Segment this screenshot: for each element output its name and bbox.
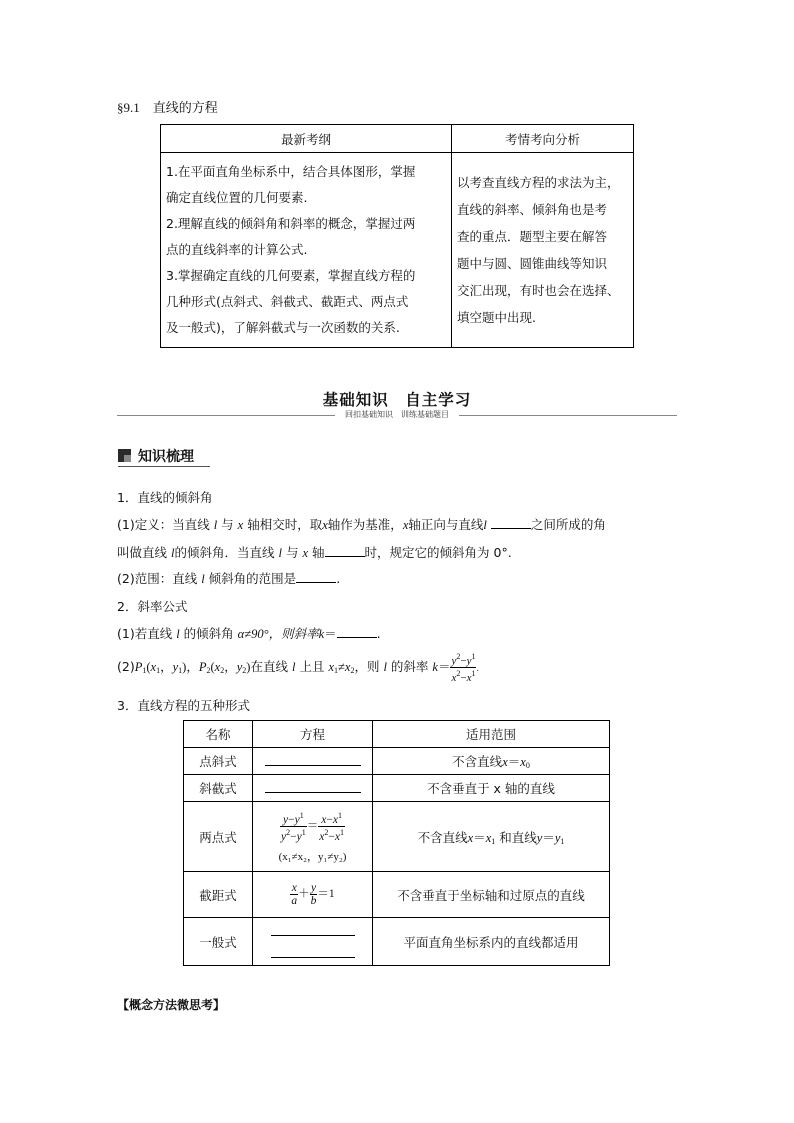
blank[interactable] <box>271 923 355 936</box>
form-scope: 不含直线$x=x_1$ 和直线$y=y_1$ <box>373 802 610 872</box>
blank[interactable] <box>265 753 361 766</box>
exam-analysis-cell <box>452 153 634 348</box>
forms-header-name: 名称 <box>184 721 253 748</box>
blank[interactable] <box>337 625 377 638</box>
analysis-line: 查的重点．题型主要在解答 <box>457 229 608 244</box>
footer-note: 【概念方法微思考】 <box>117 998 226 1012</box>
outline-line: 几种形式(点斜式、斜截式、截距式、两点式 <box>166 294 409 309</box>
heading-forms: 3．直线方程的五种形式 <box>117 698 250 713</box>
blank[interactable] <box>296 570 336 583</box>
heading-slope: 2．斜率公式 <box>117 599 188 614</box>
exam-outline-cell <box>161 153 452 348</box>
blank[interactable] <box>271 945 355 958</box>
outline-line: 点的直线斜率的计算公式. <box>166 242 308 257</box>
blank[interactable] <box>491 516 531 529</box>
heading-inclination: 1．直线的倾斜角 <box>117 490 213 505</box>
form-scope: 平面直角坐标系内的直线都适用 <box>373 918 610 966</box>
range-line: (2)范围：直线 l 倾斜角的范围是 . <box>117 571 341 586</box>
form-name: 点斜式 <box>184 748 253 775</box>
analysis-line: 题中与圆、圆锥曲线等知识 <box>457 256 608 271</box>
definition-line-2: 叫做直线 l的倾斜角．当直线 l 与 x 轴 时，规定它的倾斜角为 0°. <box>117 545 512 560</box>
form-name: 一般式 <box>184 918 253 966</box>
form-name: 两点式 <box>184 802 253 872</box>
analysis-line: 以考查直线方程的求法为主， <box>457 175 620 190</box>
forms-header-equation: 方程 <box>253 721 373 748</box>
two-point-condition: (x₁≠x₂，y₁≠y₂) <box>278 850 347 863</box>
blank[interactable] <box>265 780 361 793</box>
exam-table-header-outline: 最新考纲 <box>161 125 452 153</box>
slope-line-2: $(2)P_1(x_1$，$y_1$)，$P_2(x_2$，$y_2$)在直线 l 上且 $x_1\ne x_2$，则 l 的斜率 k＝ $\frac{y^2-y^1}{x^2-x^1}$ . <box>117 652 480 684</box>
banner-title: 基础知识 自主学习 <box>322 391 472 409</box>
analysis-line: 填空题中出现. <box>457 310 536 325</box>
form-name: 斜截式 <box>184 775 253 802</box>
outline-line: 1.在平面直角坐标系中，结合具体图形，掌握 <box>166 164 416 179</box>
form-equation <box>253 918 373 966</box>
exam-outline-table <box>160 124 634 348</box>
form-scope: 不含垂直于 x 轴的直线 <box>373 775 610 802</box>
form-equation: $\frac{y-y^1}{y^2-y^1}$ ＝ $\frac{x-x^1}{x^2-x^1}$ (x₁≠x₂，y₁≠y₂) <box>253 802 373 872</box>
form-name: 截距式 <box>184 872 253 918</box>
exam-table-header-analysis: 考情考向分析 <box>452 125 634 153</box>
blank[interactable] <box>325 544 365 557</box>
section-marker-icon <box>118 449 131 462</box>
outline-line: 及一般式)，了解斜截式与一次函数的关系. <box>166 320 400 335</box>
form-equation <box>253 748 373 775</box>
banner-subtitle: 回扣基础知识 训练基础题目 <box>345 410 449 419</box>
line-forms-table <box>183 720 610 966</box>
forms-header-scope: 适用范围 <box>373 721 610 748</box>
form-equation <box>253 775 373 802</box>
analysis-line: 交汇出现，有时也会在选择、 <box>457 283 620 298</box>
outline-line: 2.理解直线的倾斜角和斜率的概念，掌握过两 <box>166 216 416 231</box>
form-equation: $\frac{x}{a}$ ＋ $\frac{y}{b}$ ＝1 <box>253 872 373 918</box>
analysis-line: 直线的斜率、倾斜角也是考 <box>457 202 608 217</box>
form-scope: 不含直线$x=x_0$ <box>373 748 610 775</box>
slope-fraction: $\frac{y^2-y^1}{x^2-x^1}$ <box>451 652 476 684</box>
knowledge-label: 知识梳理 <box>138 449 194 465</box>
slope-line-1: (1)若直线 l 的倾斜角 α≠90°，则斜率k＝ . <box>117 626 381 641</box>
form-scope: 不含垂直于坐标轴和过原点的直线 <box>373 872 610 918</box>
knowledge-underline <box>118 466 210 467</box>
definition-line-1: (1)定义：当直线 l 与 x 轴相交时，取x轴作为基准，x轴正向与直线l 之间所成的角 <box>117 517 606 532</box>
section-heading: §9.1 直线的方程 <box>117 100 218 115</box>
outline-line: 确定直线位置的几何要素. <box>166 190 308 205</box>
outline-line: 3.掌握确定直线的几何要素，掌握直线方程的 <box>166 268 416 283</box>
